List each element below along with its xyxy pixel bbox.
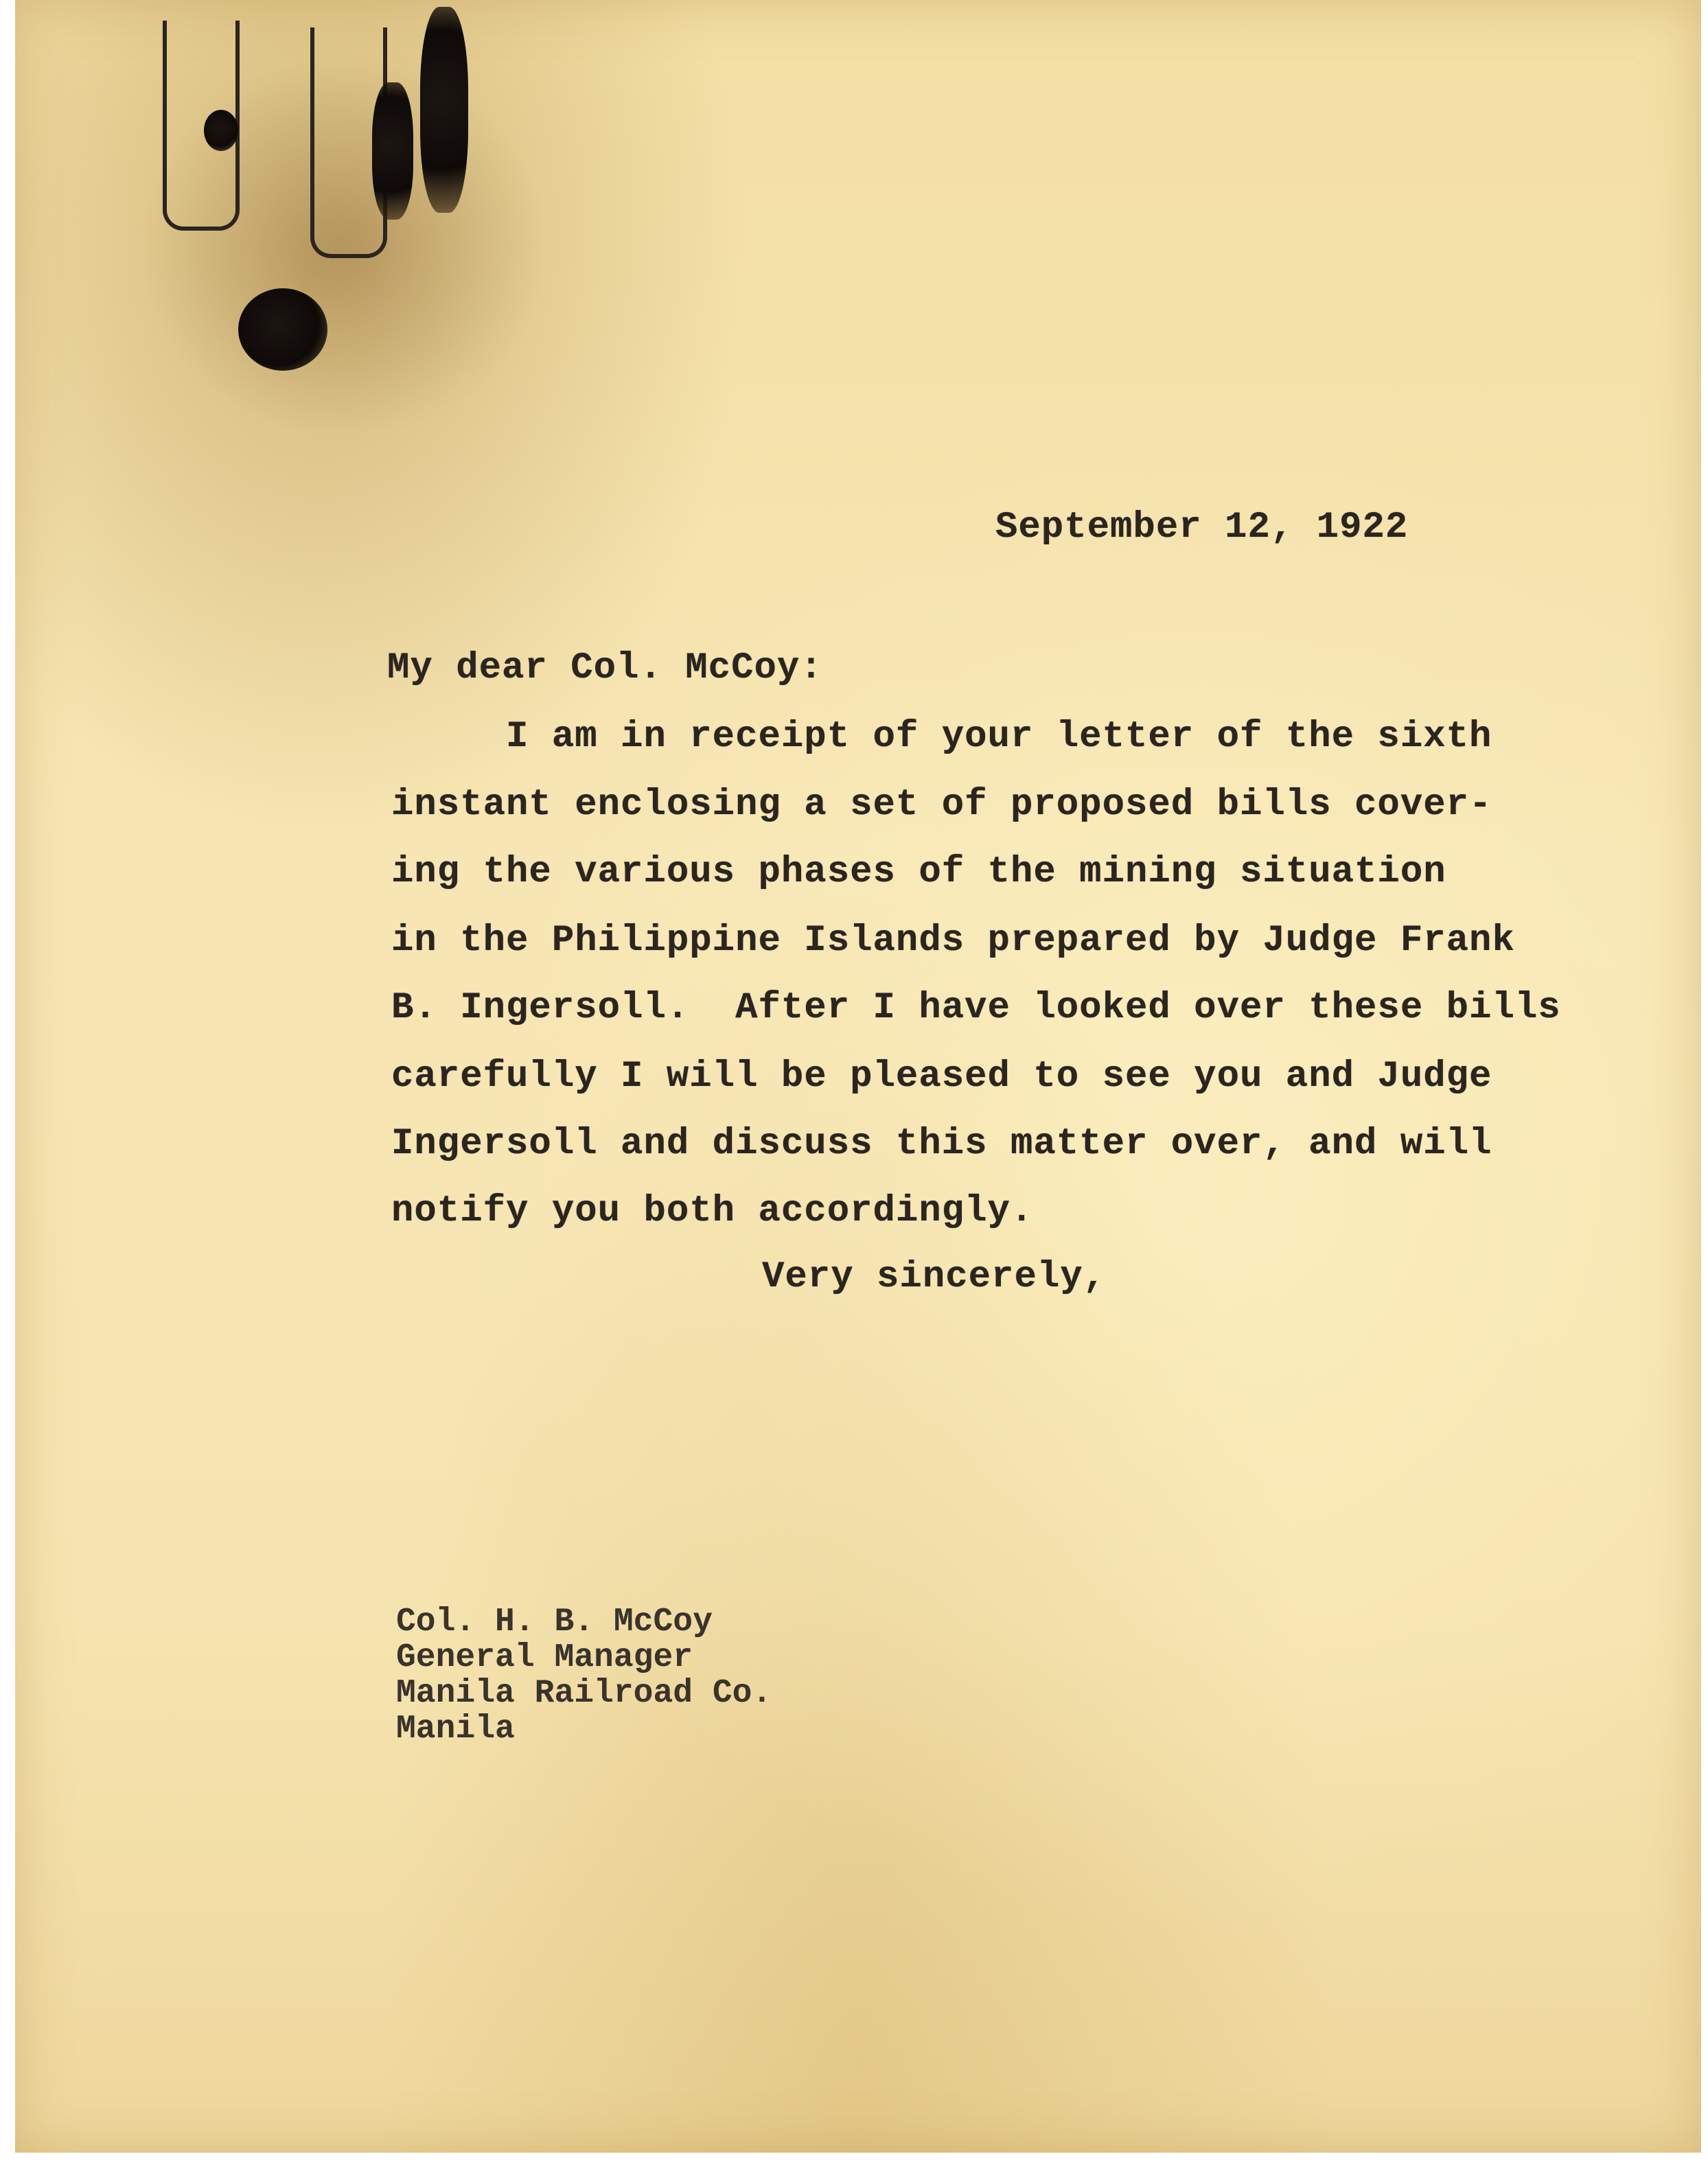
body-line: notify you both accordingly. (391, 1190, 1034, 1232)
closing: Very sincerely, (762, 1256, 1107, 1298)
body-line: Ingersoll and discuss this matter over, and will (391, 1123, 1492, 1165)
salutation: My dear Col. McCoy: (387, 647, 823, 689)
address-line: General Manager (396, 1639, 693, 1676)
ink-blot (372, 82, 413, 220)
body-line: carefully I will be pleased to see you and Judge (391, 1056, 1492, 1098)
body-line: ing the various phases of the mining situation (391, 851, 1446, 893)
body-line: in the Philippine Islands prepared by Judge Frank (391, 920, 1515, 962)
punch-hole (204, 110, 238, 151)
address-line: Manila (396, 1711, 515, 1748)
letter-date: September 12, 1922 (995, 507, 1409, 548)
address-line: Manila Railroad Co. (396, 1675, 772, 1712)
body-line: instant enclosing a set of proposed bills cover- (391, 784, 1492, 826)
body-line: B. Ingersoll. After I have looked over these bills (391, 987, 1561, 1029)
ink-blot (420, 7, 468, 213)
punch-hole (238, 288, 327, 371)
body-line: I am in receipt of your letter of the sixth (391, 716, 1492, 758)
letter-page (15, 0, 1701, 2153)
address-line: Col. H. B. McCoy (396, 1604, 713, 1641)
